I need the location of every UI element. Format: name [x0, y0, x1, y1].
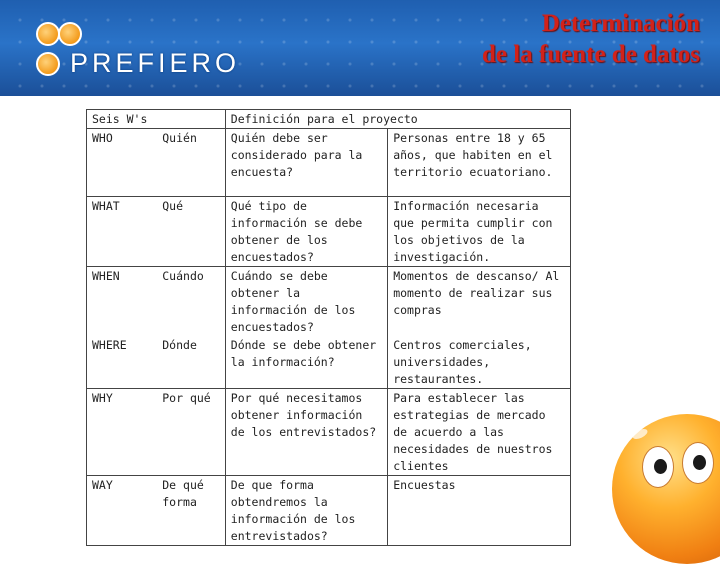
header-banner — [0, 0, 720, 96]
answer-cell: Para establecer las estrategias de mercado de acuerdo a las necesidades de nuestros clientes — [388, 389, 571, 476]
header-cell — [157, 110, 225, 129]
logo-text: PREFIERO — [70, 48, 241, 78]
logo-dot-icon — [36, 22, 60, 46]
spanish-cell: Quién — [157, 129, 225, 197]
six-ws-table — [86, 109, 571, 546]
six-ws-table-container — [86, 109, 571, 543]
title-line-1: Determinación — [541, 10, 700, 37]
spanish-cell: Cuándo — [157, 267, 225, 337]
spanish-cell: Por qué — [157, 389, 225, 476]
question-cell: Cuándo se debe obtener la información de los encuestados? — [225, 267, 387, 337]
w-cell: WHY — [87, 389, 158, 476]
header-cell: Definición para el proyecto — [225, 110, 570, 129]
answer-cell: Personas entre 18 y 65 años, que habiten en el territorio ecuatoriano. — [388, 129, 571, 197]
title-line-2: de la fuente de datos — [481, 41, 700, 68]
question-cell: Dónde se debe obtener la información? — [225, 336, 387, 389]
mascot-eye-icon — [642, 446, 674, 488]
answer-cell: Información necesaria que permita cumplir con los objetivos de la investigación. — [388, 197, 571, 267]
question-cell: De que forma obtendremos la información de los entrevistados? — [225, 476, 387, 546]
table-row — [87, 129, 571, 197]
answer-cell: Centros comerciales, universidades, restaurantes. — [388, 336, 571, 389]
spanish-cell: Qué — [157, 197, 225, 267]
w-cell: WHERE — [92, 338, 127, 352]
answer-cell: Encuestas — [388, 476, 571, 546]
question-cell: Quién debe ser considerado para la encuesta? — [225, 129, 387, 197]
table-row — [87, 389, 571, 476]
answer-cell: Momentos de descanso/ Al momento de realizar sus compras — [388, 267, 571, 337]
w-cell: WAY — [87, 476, 158, 546]
header-cell: Seis W's — [87, 110, 158, 129]
table-row — [87, 336, 571, 389]
mascot-eye-icon — [682, 442, 714, 484]
page-title — [482, 8, 700, 70]
question-cell: Qué tipo de información se debe obtener de los encuestados? — [225, 197, 387, 267]
spanish-cell: De qué forma — [157, 476, 225, 546]
table-row — [87, 197, 571, 267]
mascot-highlight — [631, 427, 649, 441]
w-cell: WHEN — [87, 267, 158, 337]
table-row — [87, 267, 571, 337]
mascot-pupil-icon — [654, 459, 667, 474]
w-cell: WHAT — [87, 197, 158, 267]
spanish-cell: Dónde — [162, 338, 197, 352]
table-row — [87, 476, 571, 546]
mascot-pupil-icon — [693, 455, 706, 470]
logo-dot-icon — [36, 52, 60, 76]
w-cell: WHO — [87, 129, 158, 197]
smiley-mascot-icon — [612, 414, 720, 564]
table-header-row — [87, 110, 571, 129]
logo-dot-icon — [58, 22, 82, 46]
prefiero-logo — [32, 18, 241, 82]
question-cell: Por qué necesitamos obtener información de los entrevistados? — [225, 389, 387, 476]
